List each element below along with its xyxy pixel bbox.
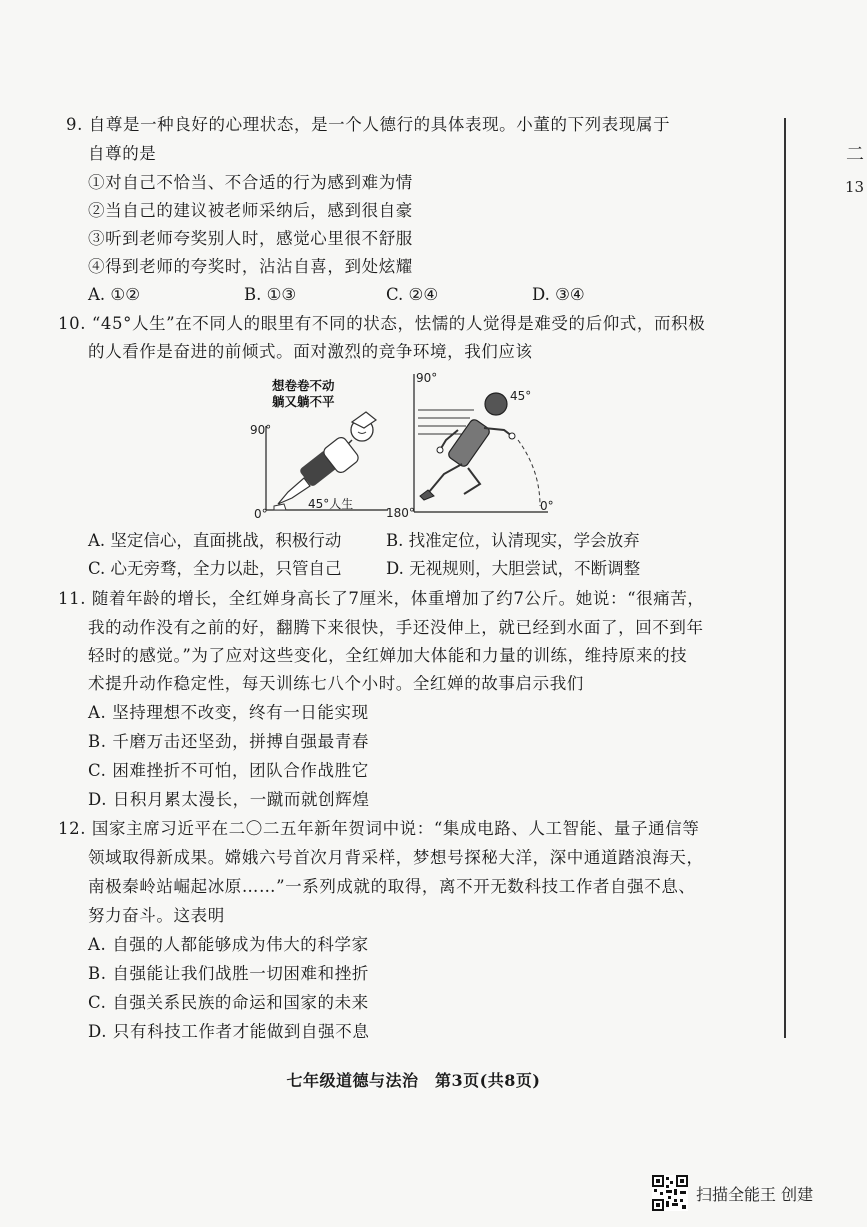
fig-left-0: 0°: [254, 507, 268, 521]
fig-right-0: 0°: [540, 499, 554, 513]
q9-item-4: ④得到老师的夸奖时，沾沾自喜，到处炫耀: [88, 257, 413, 276]
fig-caption-2: 躺又躺不平: [272, 394, 335, 409]
q11-stem-line: 术提升动作稳定性，每天训练七八个小时。全红婵的故事启示我们: [88, 674, 584, 693]
q12-stem-line: 南极秦岭站崛起冰原……”一系列成就的取得，离不开无数科技工作者自强不息、: [88, 877, 696, 896]
q12-option-c[interactable]: C. 自强关系民族的命运和国家的未来: [88, 993, 369, 1012]
q10-stem-line: 的人看作是奋进的前倾式。面对激烈的竞争环境，我们应该: [88, 342, 533, 361]
q11-stem-line: 轻时的感觉。”为了应对这些变化，全红婵加大体能和力量的训练，维持原来的技: [88, 646, 688, 665]
q9-stem-line: 9. 自尊是一种良好的心理状态，是一个人德行的具体表现。小董的下列表现属于: [66, 115, 671, 134]
running-figure-illustration: [420, 393, 515, 500]
fig-right-90: 90°: [416, 371, 438, 385]
q12-option-d[interactable]: D. 只有科技工作者才能做到自强不息: [88, 1022, 370, 1041]
q12-stem-line: 领域取得新成果。嫦娥六号首次月背采样，梦想号探秘大洋，深中通道踏浪海天，: [88, 848, 704, 867]
q10-option-a[interactable]: A. 坚定信心，直面挑战，积极行动: [88, 531, 342, 550]
q12-stem-line: 努力奋斗。这表明: [88, 906, 225, 925]
fig-left-90: 90°: [250, 423, 272, 437]
q9-option-c[interactable]: C. ②④: [386, 285, 439, 304]
q9-item-3: ③听到老师夸奖别人时，感觉心里很不舒服: [88, 229, 413, 248]
q10-stem-line: 10. “45°人生”在不同人的眼里有不同的状态，怯懦的人觉得是难受的后仰式，而积极: [58, 314, 706, 333]
fig-right-45: 45°: [510, 389, 532, 403]
scanner-badge: [652, 1175, 813, 1211]
q12-stem-line: 12. 国家主席习近平在二〇二五年新年贺词中说：“集成电路、人工智能、量子通信等: [58, 819, 700, 838]
fig-left-45: 45°人生: [308, 497, 354, 511]
scanner-label: 扫描全能王 创建: [696, 1184, 814, 1204]
q11-option-a[interactable]: A. 坚持理想不改变，终有一日能实现: [88, 703, 369, 722]
q11-option-c[interactable]: C. 困难挫折不可怕，团队合作战胜它: [88, 761, 369, 780]
q11-stem-line: 11. 随着年龄的增长，全红婵身高长了7厘米，体重增加了约7公斤。她说：“很痛苦，: [58, 589, 705, 608]
margin-glyph: 二: [846, 144, 864, 165]
q9-option-a[interactable]: A. ①②: [88, 285, 140, 304]
qr-code-icon: [652, 1175, 688, 1211]
q12-option-b[interactable]: B. 自强能让我们战胜一切困难和挫折: [88, 964, 369, 983]
q11-stem-line: 我的动作没有之前的好，翻腾下来很快，手还没伸上，就已经到水面了，回不到年: [88, 618, 704, 637]
fig-caption-1: 想卷卷不动: [272, 378, 335, 393]
q9-item-2: ②当自己的建议被老师采纳后，感到很自豪: [88, 201, 413, 220]
fig-right-180: 180°: [386, 506, 415, 520]
q9-stem-line: 自尊的是: [88, 144, 157, 163]
q10-option-c[interactable]: C. 心无旁骛，全力以赴，只管自己: [88, 559, 342, 578]
q9-option-b[interactable]: B. ①③: [244, 285, 297, 304]
reclining-person-illustration: [274, 412, 376, 510]
q12-option-a[interactable]: A. 自强的人都能够成为伟大的科学家: [88, 935, 369, 954]
q10-option-b[interactable]: B. 找准定位，认清现实，学会放弃: [386, 531, 640, 550]
margin-number: 13: [845, 178, 865, 196]
q11-option-d[interactable]: D. 日积月累太漫长，一蹴而就创辉煌: [88, 790, 370, 809]
page-footer: 七年级道德与法治 第3页(共8页): [286, 1071, 541, 1090]
q9-item-1: ①对自己不恰当、不合适的行为感到难为情: [88, 173, 413, 192]
q10-option-d[interactable]: D. 无视规则，大胆尝试，不断调整: [386, 559, 641, 578]
q11-option-b[interactable]: B. 千磨万击还坚劲，拼搏自强最青春: [88, 732, 369, 751]
margin-rule: [784, 118, 786, 1038]
q9-option-d[interactable]: D. ③④: [532, 285, 585, 304]
q10-cartoon-figure: [248, 370, 568, 522]
